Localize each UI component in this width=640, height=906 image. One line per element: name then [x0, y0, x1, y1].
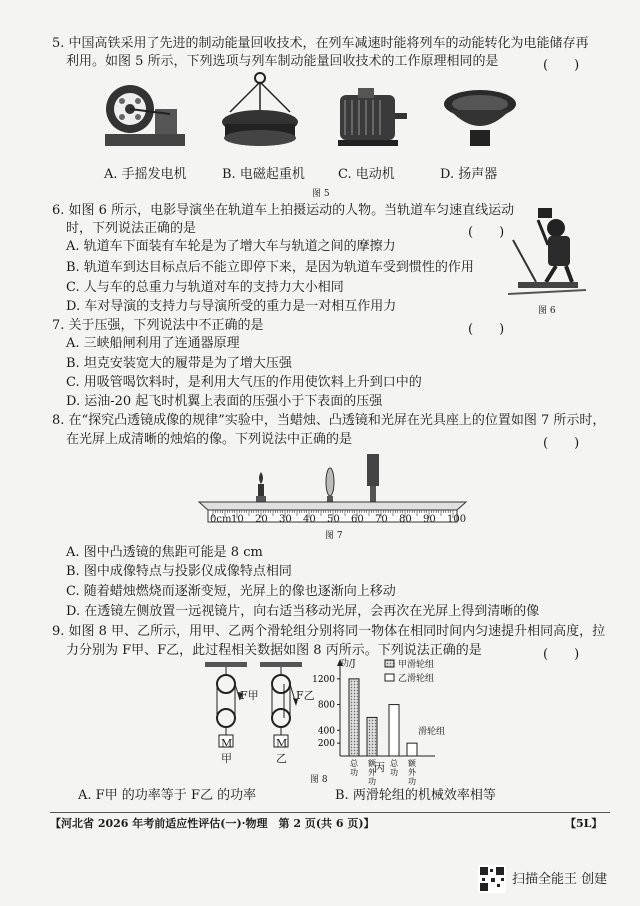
ruler-tick-label: 100	[447, 514, 467, 525]
bar-乙滑轮组-额外功	[407, 743, 417, 756]
pulley-systems-figure	[200, 660, 310, 770]
ruler-tick-label: 90	[423, 514, 436, 525]
q9-line2: 力分别为 F甲、F乙，此过程相关数据如图 8 丙所示。下列说法正确的是	[66, 643, 482, 658]
force-label-jia: F甲	[240, 689, 259, 702]
camera-dolly-image	[498, 200, 588, 300]
q5-line2: 利用。如图 5 所示，下列选项与列车制动能量回收技术的工作原理相同的是	[66, 54, 499, 69]
legend-yi: 乙滑轮组	[398, 674, 435, 684]
q9-option-a: A. F甲 的功率等于 F乙 的功率	[78, 788, 257, 803]
q5-option-d: D. 扬声器	[440, 167, 498, 182]
hand-generator-image	[100, 74, 190, 164]
qr-code-icon	[478, 865, 506, 893]
x-category-label: 功	[368, 777, 376, 786]
convex-lens	[326, 468, 334, 496]
q6-option-d: D. 车对导演的支持力与导演所受的重力是一对相互作用力	[66, 299, 397, 314]
ruler-tick-label: 60	[351, 514, 364, 525]
x-category-label: 功	[408, 777, 416, 786]
q7-option-a: A. 三峡船闸利用了连通器原理	[66, 336, 240, 351]
ruler-tick-label: 70	[375, 514, 388, 525]
legend-jia: 甲滑轮组	[398, 660, 435, 670]
footer-left: 【河北省 2026 年考前适应性评估(一)·物理 第 2 页(共 6 页)】	[50, 817, 375, 830]
chart-x-label: 滑轮组	[418, 727, 446, 737]
ruler-tick-label: 10	[231, 514, 244, 525]
x-category-label: 额	[368, 759, 376, 768]
q6-line1: 6. 如图 6 所示，电影导演坐在轨道车上拍摄运动的人物。当轨道车匀速直线运动	[52, 203, 515, 218]
label-yi: 乙	[276, 752, 287, 765]
label-bing: 丙	[374, 761, 385, 774]
q7-option-b: B. 坦克安装宽大的履带是为了增大压强	[66, 356, 292, 371]
x-category-label: 功	[390, 768, 398, 777]
loudspeaker-image	[440, 82, 520, 158]
q8-option-c: C. 随着蜡烛燃烧而逐渐变短，光屏上的像也逐渐向上移动	[66, 584, 396, 599]
q6-option-c: C. 人与车的总重力与轨道对车的支持力大小相同	[66, 280, 344, 295]
mass-label-yi: M	[276, 737, 288, 750]
q6-option-a: A. 轨道车下面装有车轮是为了增大车与轨道之间的摩擦力	[66, 239, 396, 254]
q9-line1: 9. 如图 8 甲、乙所示，用甲、乙两个滑轮组分别将同一物体在相同时间内匀速提升相同高度，拉	[52, 624, 606, 639]
q9-option-b: B. 两滑轮组的机械效率相等	[335, 788, 496, 803]
q5-option-a: A. 手摇发电机	[104, 167, 187, 182]
candle	[258, 484, 264, 496]
q9-caption: 图 8	[310, 775, 328, 785]
footer-right: 【5L】	[565, 817, 603, 830]
footer-rule	[50, 812, 610, 813]
legend-swatch	[385, 674, 394, 681]
q5-option-b: B. 电磁起重机	[222, 167, 305, 182]
q7-answer-paren: ( )	[468, 322, 505, 337]
scanner-watermark: 扫描全能王 创建	[512, 872, 608, 887]
q8-option-d: D. 在透镜左侧放置一远视镜片，向右适当移动光屏，会再次在光屏上得到清晰的像	[66, 604, 540, 619]
q7-option-c: C. 用吸管喝饮料时，是利用大气压的作用使饮料上升到口中的	[66, 375, 422, 390]
q6-line2: 时，下列说法正确的是	[66, 221, 197, 236]
y-tick-label: 1200	[312, 674, 335, 685]
y-tick-label: 400	[317, 726, 335, 737]
q8-line2: 在光屏上成清晰的烛焰的像。下列说法中正确的是	[66, 432, 353, 447]
ruler-tick-label: 40	[303, 514, 316, 525]
electric-motor-image	[330, 80, 410, 160]
q8-line1: 8. 在“探究凸透镜成像的规律”实验中，当蜡烛、凸透镜和光屏在光具座上的位置如图 7 所示时，	[52, 413, 606, 428]
label-jia: 甲	[221, 752, 232, 765]
x-category-label: 总	[350, 759, 358, 768]
q8-answer-paren: ( )	[543, 436, 580, 451]
bar-甲滑轮组-总功	[349, 679, 359, 756]
q5-line1: 5. 中国高铁采用了先进的制动能量回收技术，在列车减速时能将列车的动能转化为电能储存再	[52, 36, 589, 51]
electromagnet-crane-image	[215, 72, 305, 162]
light-screen	[367, 454, 379, 486]
q8-option-a: A. 图中凸透镜的焦距可能是 8 cm	[66, 545, 263, 560]
q8-caption: 图 7	[325, 531, 343, 541]
q5-answer-paren: ( )	[543, 58, 580, 73]
x-category-label: 外	[368, 768, 376, 777]
x-category-label: 外	[408, 768, 416, 777]
q7-option-d: D. 运油-20 起飞时机翼上表面的压强小于下表面的压强	[66, 394, 383, 409]
q6-answer-paren: ( )	[468, 225, 505, 240]
q9-answer-paren: ( )	[543, 647, 580, 662]
q8-option-b: B. 图中成像特点与投影仪成像特点相同	[66, 564, 292, 579]
bar-甲滑轮组-额外功	[367, 717, 377, 756]
q6-caption: 图 6	[538, 306, 556, 316]
x-category-label: 功	[350, 768, 358, 777]
ruler-tick-label: 20	[255, 514, 268, 525]
q7-line1: 7. 关于压强，下列说法中不正确的是	[52, 318, 264, 333]
q6-option-b: B. 轨道车到达目标点后不能立即停下来，是因为轨道车受到惯性的作用	[66, 260, 474, 275]
legend-swatch	[385, 660, 394, 667]
q5-caption: 图 5	[312, 189, 330, 199]
ruler-tick-label: 30	[279, 514, 292, 525]
ruler-unit: 0cm	[210, 514, 232, 525]
mass-label-jia: M	[221, 737, 233, 750]
x-category-label: 额	[408, 759, 416, 768]
bar-乙滑轮组-总功	[389, 705, 399, 756]
ruler-tick-label: 80	[399, 514, 412, 525]
x-category-label: 总	[390, 759, 398, 768]
q5-option-c: C. 电动机	[338, 167, 395, 182]
ruler-tick-label: 50	[327, 514, 340, 525]
work-bar-chart	[305, 656, 475, 786]
y-tick-label: 200	[317, 739, 335, 750]
y-tick-label: 800	[317, 700, 335, 711]
candle-flame	[259, 472, 263, 484]
chart-y-label: 功/J	[340, 659, 356, 669]
force-label-yi: F乙	[296, 689, 315, 702]
